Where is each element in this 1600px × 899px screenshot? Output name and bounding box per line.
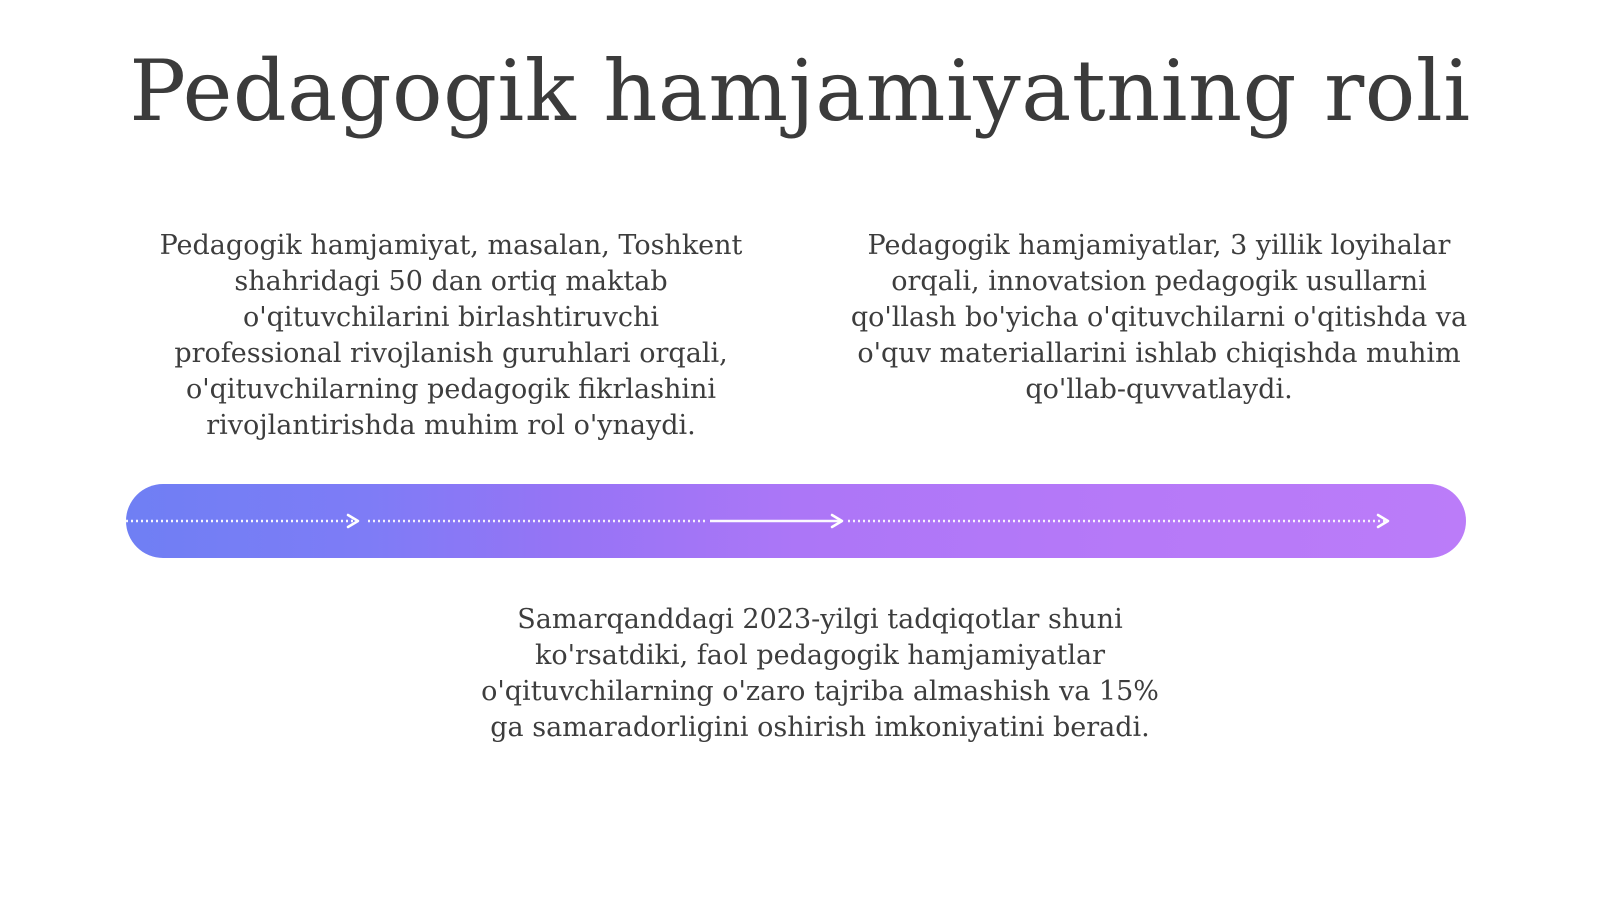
timeline-arrows [126,484,1466,558]
timeline-bar [126,484,1466,558]
text-block-left: Pedagogik hamjamiyat, masalan, Toshkent shahridagi 50 dan ortiq maktab o'qituvchilarini birlashtiruvchi professional rivojlanish guruhlari orqali, o'qituvchilarning pedagogik fikrlashini rivojlantirishda muhim rol o'ynaydi. [159,230,743,441]
slide-title: Pedagogik hamjamiyatning roli [129,42,1471,140]
text-block-right: Pedagogik hamjamiyatlar, 3 yillik loyihalar orqali, innovatsion pedagogik usullarni qo'llash bo'yicha o'qituvchilarni o'qitishda va o'quv materiallarini ishlab chiqishda muhim qo'llab-quvvatlaydi. [850,230,1468,405]
text-block-bottom: Samarqanddagi 2023-yilgi tadqiqotlar shuni ko'rsatdiki, faol pedagogik hamjamiyatlar o'qituvchilarning o'zaro tajriba almashish va 15% ga samaradorligini oshirish imkoniyatini beradi. [481,604,1159,743]
